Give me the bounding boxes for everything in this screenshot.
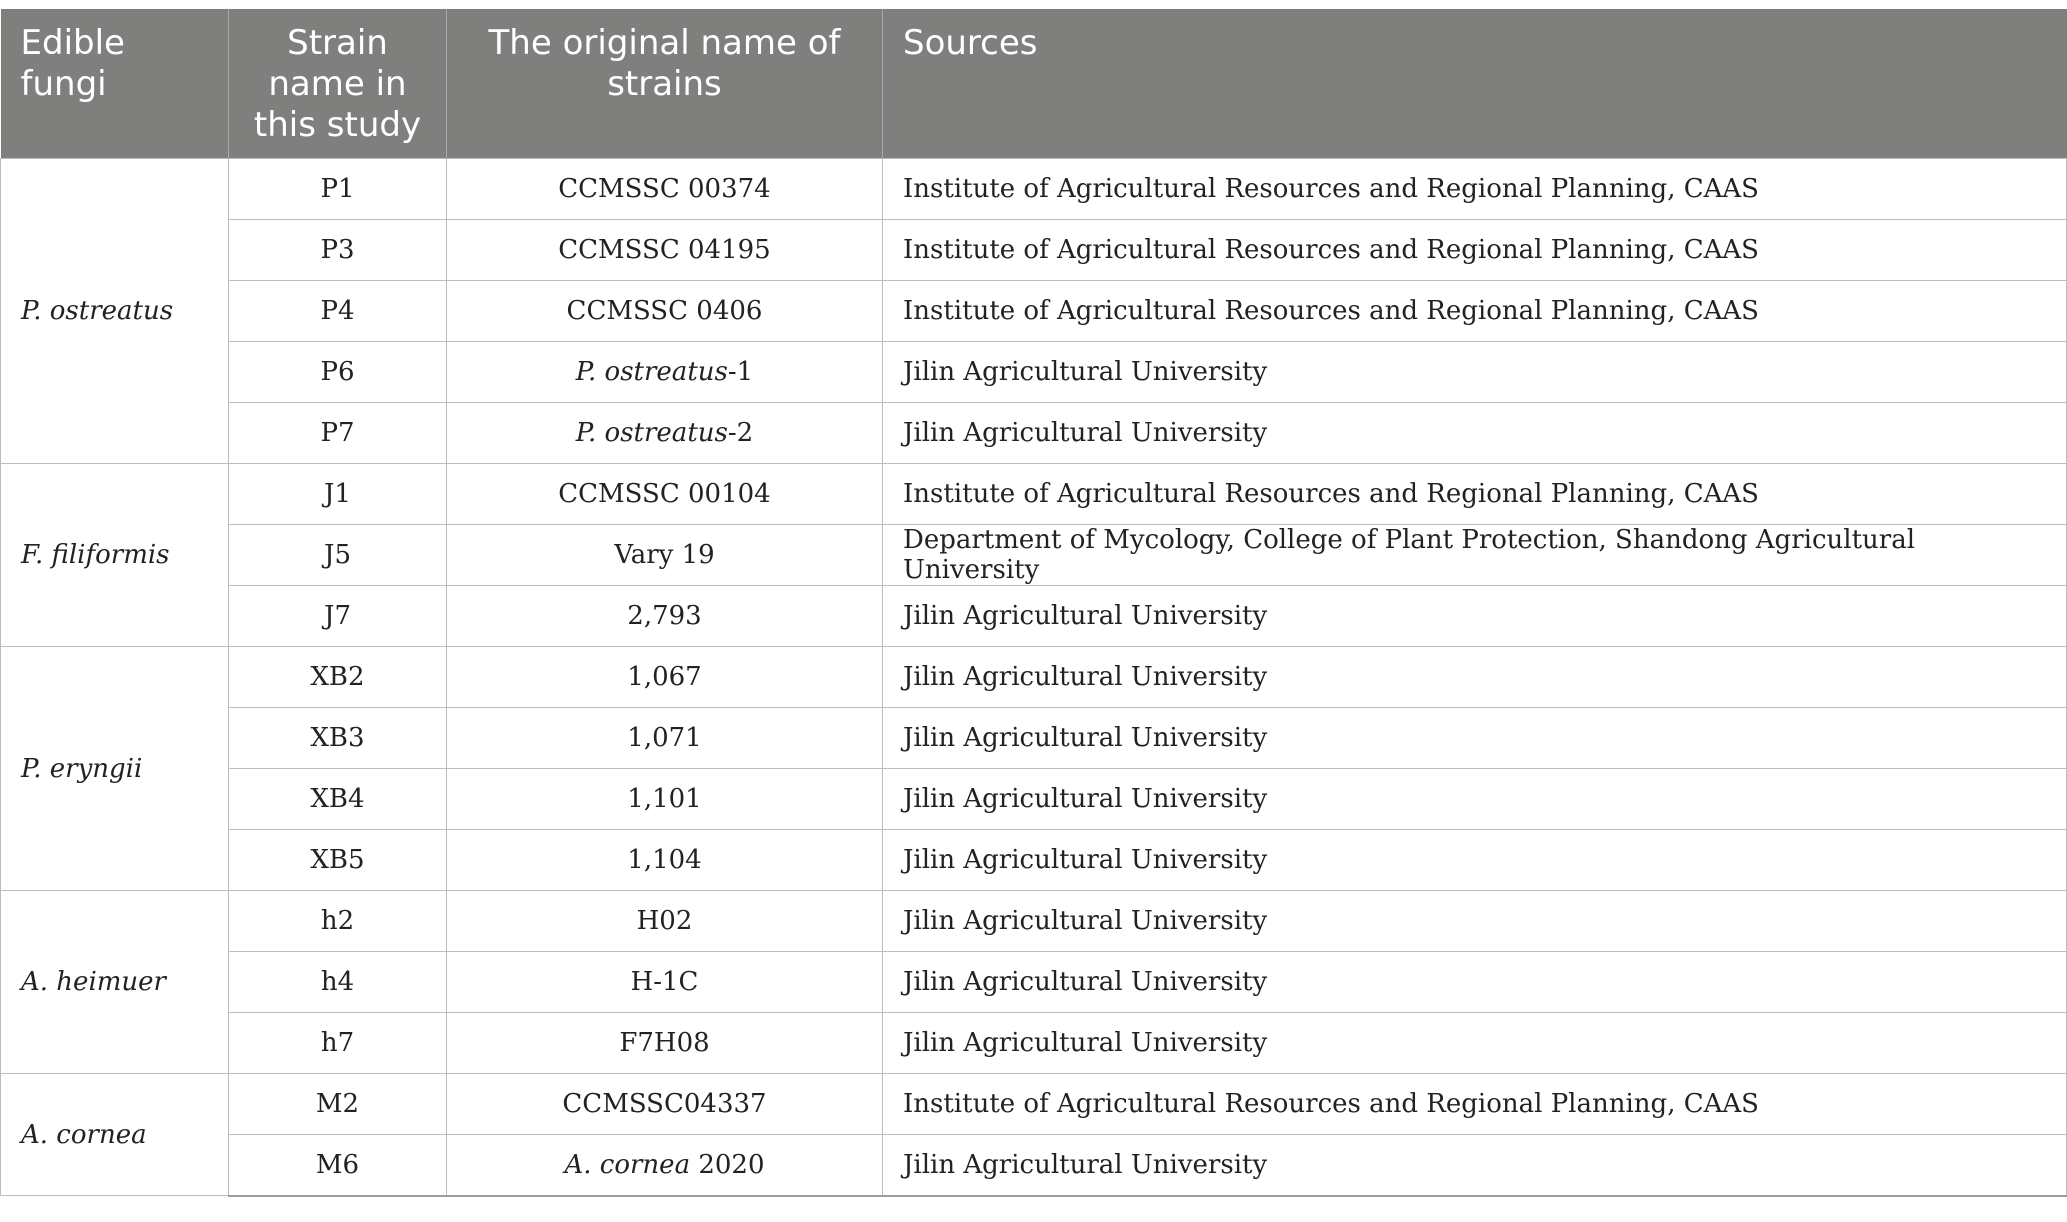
header-edible-fungi: Edible fungi	[1, 9, 229, 159]
original-name-italic: P. ostreatus	[575, 418, 728, 448]
original-name-suffix: 2020	[690, 1149, 765, 1180]
source-cell: Department of Mycology, College of Plant Protection, Shandong Agricultural University	[883, 525, 2067, 586]
original-name-cell: 1,067	[447, 647, 883, 708]
original-name-cell: CCMSSC 00374	[447, 159, 883, 220]
source-cell: Jilin Agricultural University	[883, 1013, 2067, 1074]
table-row	[1, 647, 2067, 708]
strain-name-cell: P7	[229, 403, 447, 464]
source-cell: Jilin Agricultural University	[883, 952, 2067, 1013]
header-original-name: The original name of strains	[447, 9, 883, 159]
table-row	[1, 464, 2067, 525]
original-name-cell: CCMSSC04337	[447, 1074, 883, 1135]
table-row	[1, 708, 2067, 769]
strain-name-cell: h2	[229, 891, 447, 952]
strain-name-cell: P3	[229, 220, 447, 281]
source-cell: Institute of Agricultural Resources and Regional Planning, CAAS	[883, 159, 2067, 220]
source-cell: Institute of Agricultural Resources and Regional Planning, CAAS	[883, 464, 2067, 525]
table-row	[1, 281, 2067, 342]
strain-name-cell: J1	[229, 464, 447, 525]
strain-name-cell: XB3	[229, 708, 447, 769]
strain-name-cell: XB4	[229, 769, 447, 830]
strain-name-cell: P6	[229, 342, 447, 403]
edible-fungi-cell: A. cornea	[1, 1074, 229, 1196]
source-cell: Jilin Agricultural University	[883, 586, 2067, 647]
strain-name-cell: XB2	[229, 647, 447, 708]
original-name-cell: F7H08	[447, 1013, 883, 1074]
original-name-italic: A. cornea	[564, 1149, 691, 1180]
table-row	[1, 1135, 2067, 1196]
source-cell: Jilin Agricultural University	[883, 647, 2067, 708]
original-name-cell: 2,793	[447, 586, 883, 647]
source-cell: Jilin Agricultural University	[883, 891, 2067, 952]
header-sources: Sources	[883, 9, 2067, 159]
original-name-cell: 1,104	[447, 830, 883, 891]
table-row	[1, 1013, 2067, 1074]
original-name-suffix: -2	[727, 418, 754, 448]
strain-name-cell: J7	[229, 586, 447, 647]
header-strain-name: Strain name in this study	[229, 9, 447, 159]
table-row	[1, 525, 2067, 586]
source-cell: Jilin Agricultural University	[883, 403, 2067, 464]
table-row	[1, 1074, 2067, 1135]
original-name-cell: CCMSSC 0406	[447, 281, 883, 342]
original-name-cell: Vary 19	[447, 525, 883, 586]
edible-fungi-cell: F. filiformis	[1, 464, 229, 647]
source-cell: Jilin Agricultural University	[883, 769, 2067, 830]
source-cell: Institute of Agricultural Resources and Regional Planning, CAAS	[883, 220, 2067, 281]
strain-name-cell: h7	[229, 1013, 447, 1074]
edible-fungi-cell: P. eryngii	[1, 647, 229, 891]
source-cell: Jilin Agricultural University	[883, 342, 2067, 403]
table-row	[1, 159, 2067, 220]
strain-name-cell: XB5	[229, 830, 447, 891]
edible-fungi-cell: P. ostreatus	[1, 159, 229, 464]
table-row	[1, 891, 2067, 952]
original-name-cell: 1,101	[447, 769, 883, 830]
table-row	[1, 403, 2067, 464]
table-row	[1, 830, 2067, 891]
strain-name-cell: P4	[229, 281, 447, 342]
original-name-cell: H02	[447, 891, 883, 952]
table-row	[1, 220, 2067, 281]
strain-name-cell: M2	[229, 1074, 447, 1135]
strain-name-cell: M6	[229, 1135, 447, 1196]
header-row	[1, 9, 2067, 159]
table-header	[1, 9, 2067, 159]
source-cell: Jilin Agricultural University	[883, 1135, 2067, 1196]
strain-name-cell: J5	[229, 525, 447, 586]
original-name-cell	[447, 403, 883, 464]
table-body	[1, 159, 2067, 1196]
strains-table	[0, 9, 2067, 1197]
original-name-cell: CCMSSC 04195	[447, 220, 883, 281]
original-name-cell: CCMSSC 00104	[447, 464, 883, 525]
table-row	[1, 342, 2067, 403]
original-name-cell	[447, 342, 883, 403]
table-row	[1, 586, 2067, 647]
original-name-suffix: -1	[727, 357, 754, 387]
strain-name-cell: P1	[229, 159, 447, 220]
source-cell: Jilin Agricultural University	[883, 708, 2067, 769]
source-cell: Jilin Agricultural University	[883, 830, 2067, 891]
table-row	[1, 769, 2067, 830]
strain-name-cell: h4	[229, 952, 447, 1013]
source-cell: Institute of Agricultural Resources and Regional Planning, CAAS	[883, 1074, 2067, 1135]
original-name-cell: 1,071	[447, 708, 883, 769]
original-name-cell	[447, 1135, 883, 1196]
table-row	[1, 952, 2067, 1013]
source-cell: Institute of Agricultural Resources and Regional Planning, CAAS	[883, 281, 2067, 342]
original-name-cell: H-1C	[447, 952, 883, 1013]
edible-fungi-cell: A. heimuer	[1, 891, 229, 1074]
original-name-italic: P. ostreatus	[575, 357, 728, 387]
